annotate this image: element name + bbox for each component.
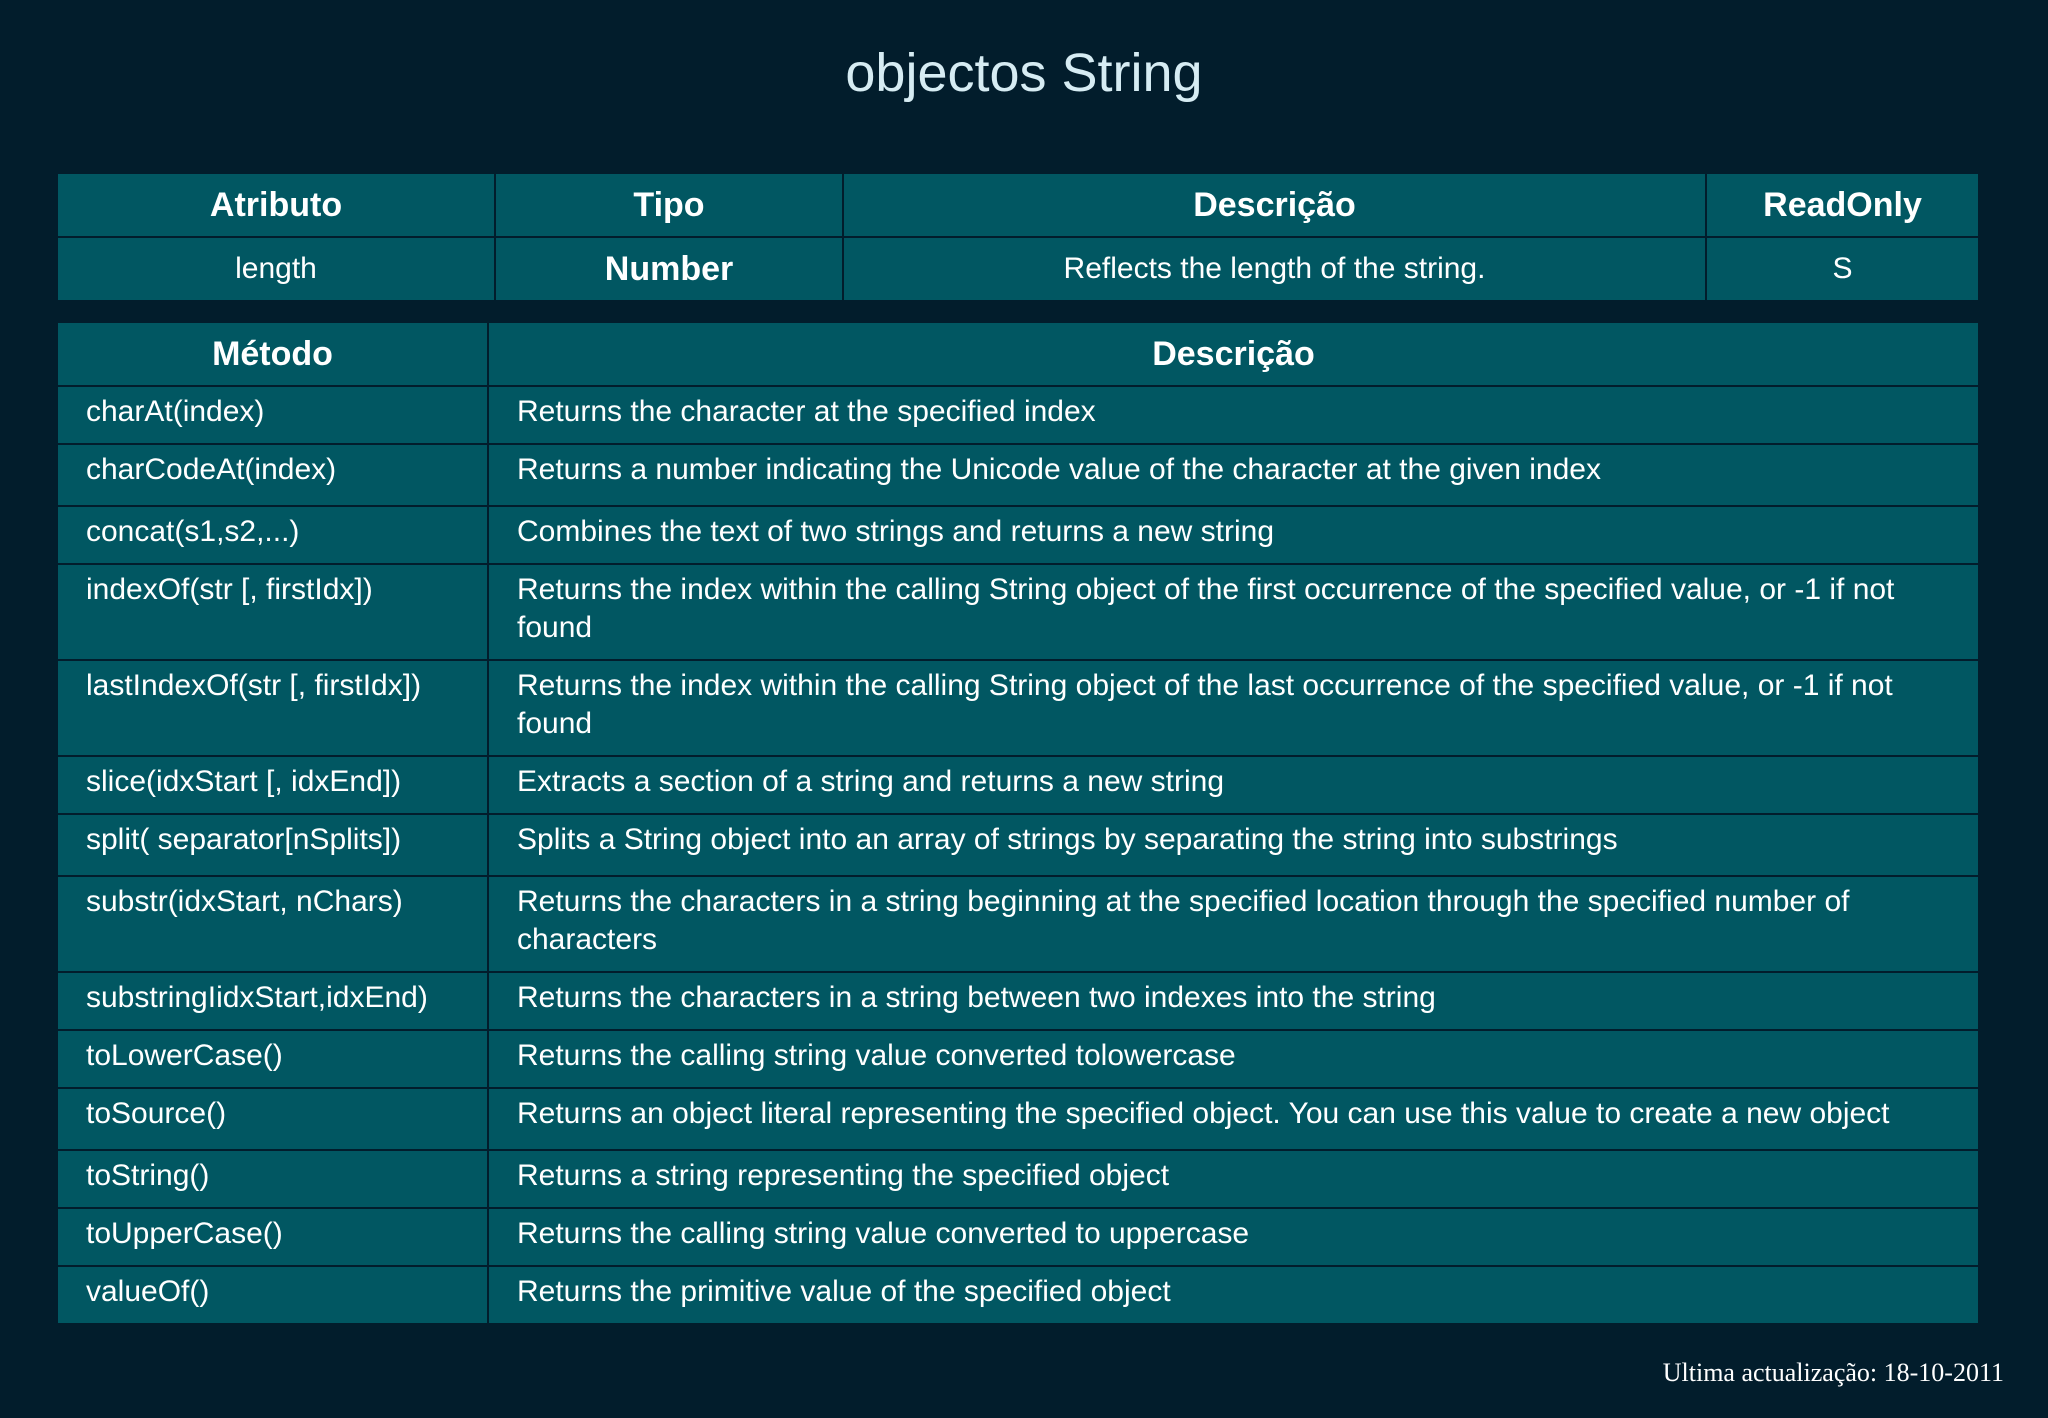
table-row [57,1266,1979,1324]
attributes-table [56,172,1980,302]
table-row [57,386,1979,444]
table-row [57,814,1979,876]
method-name: lastIndexOf(str [, firstIdx]) [57,660,488,756]
method-name: toUpperCase() [57,1208,488,1266]
last-updated-text: Ultima actualização: 18-10-2011 [1662,1358,2004,1387]
attribute-type: Number [495,237,843,301]
method-description: Returns the primitive value of the specified object [488,1266,1979,1324]
page-title: objectos String [845,43,1203,103]
method-name: valueOf() [57,1266,488,1324]
table-row [57,1088,1979,1150]
method-description: Returns an object literal representing the specified object. You can use this value to create a new object [488,1088,1979,1150]
method-description: Returns the index within the calling String object of the last occurrence of the specified value, or -1 if not found [488,660,1979,756]
attribute-description: Reflects the length of the string. [843,237,1706,301]
table-row [57,756,1979,814]
attributes-header-row [57,173,1979,237]
method-description: Extracts a section of a string and returns a new string [488,756,1979,814]
header-atributo: Atributo [57,173,495,237]
header-metodo: Método [57,322,488,386]
method-name: substr(idxStart, nChars) [57,876,488,972]
method-name: indexOf(str [, firstIdx]) [57,564,488,660]
method-description: Splits a String object into an array of strings by separating the string into substrings [488,814,1979,876]
method-name: charCodeAt(index) [57,444,488,506]
header-descricao: Descrição [488,322,1979,386]
method-description: Combines the text of two strings and returns a new string [488,506,1979,564]
attribute-readonly: S [1706,237,1979,301]
method-name: toLowerCase() [57,1030,488,1088]
header-tipo: Tipo [495,173,843,237]
table-row [57,1030,1979,1088]
table-row [57,444,1979,506]
attribute-name: length [57,237,495,301]
table-row [57,237,1979,301]
method-name: concat(s1,s2,...) [57,506,488,564]
method-description: Returns a string representing the specified object [488,1150,1979,1208]
header-readonly: ReadOnly [1706,173,1979,237]
methods-header-row [57,322,1979,386]
table-row [57,1150,1979,1208]
method-name: charAt(index) [57,386,488,444]
header-descricao: Descrição [843,173,1706,237]
method-description: Returns the characters in a string between two indexes into the string [488,972,1979,1030]
method-description: Returns the calling string value converted to uppercase [488,1208,1979,1266]
table-row [57,1208,1979,1266]
table-row [57,876,1979,972]
table-row [57,972,1979,1030]
table-row [57,660,1979,756]
method-name: slice(idxStart [, idxEnd]) [57,756,488,814]
table-row [57,564,1979,660]
method-name: split( separator[nSplits]) [57,814,488,876]
method-description: Returns a number indicating the Unicode value of the character at the given index [488,444,1979,506]
method-name: toString() [57,1150,488,1208]
method-description: Returns the calling string value converted tolowercase [488,1030,1979,1088]
method-name: toSource() [57,1088,488,1150]
table-row [57,506,1979,564]
method-description: Returns the index within the calling String object of the first occurrence of the specified value, or -1 if not found [488,564,1979,660]
methods-table [56,321,1980,1325]
method-description: Returns the character at the specified index [488,386,1979,444]
method-description: Returns the characters in a string beginning at the specified location through the specified number of characters [488,876,1979,972]
method-name: substringIidxStart,idxEnd) [57,972,488,1030]
